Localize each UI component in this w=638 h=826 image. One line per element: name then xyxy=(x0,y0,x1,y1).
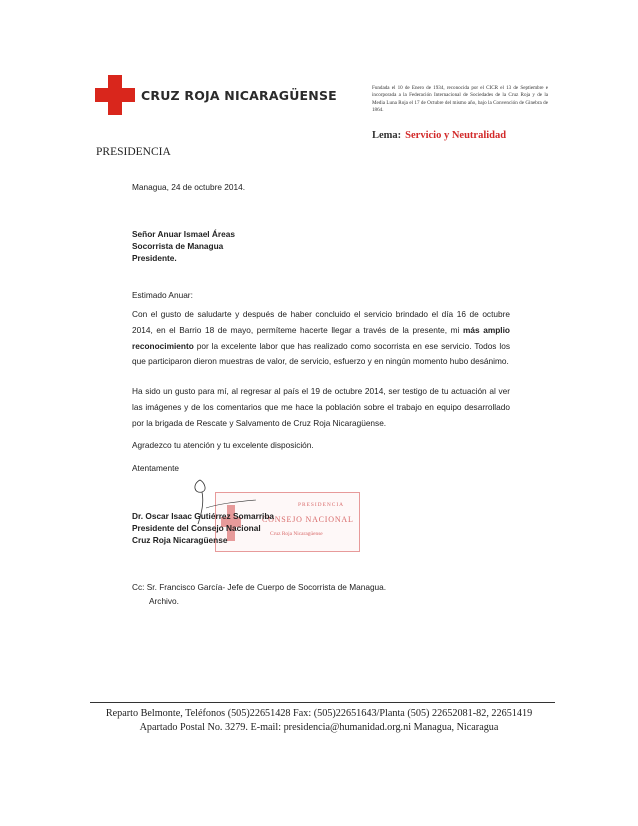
paragraph-2: Ha sido un gusto para mí, al regresar al país el 19 de octubre 2014, ser testigo de tu actuación al ver las imágenes y de los comentarios que me hace la población sobre el trabajo en equipo desarrollado por la brigada de Rescate y Salvamento de Cruz Roja Nicaragüense. xyxy=(132,386,510,428)
recipient-name: Señor Anuar Ismael Áreas xyxy=(132,229,235,239)
department-label: PRESIDENCIA xyxy=(96,146,171,158)
recipient-role: Socorrista de Managua xyxy=(132,241,224,251)
signer-block xyxy=(132,510,274,546)
footer-divider xyxy=(90,702,555,703)
red-cross-logo-icon xyxy=(95,75,135,115)
signer-name: Dr. Oscar Isaac Gutiérrez Somarriba xyxy=(132,511,275,521)
letter-date: Managua, 24 de octubre 2014. xyxy=(132,182,246,192)
paragraph-1-end: por la excelente labor que has realizado como socorrista en ese servicio. Todos los que participaron dieron muestras de valor, de servicio, esfuerzo y en ningún momento hubo desánimo. xyxy=(132,340,510,367)
cc-line: Cc: Sr. Francisco García- Jefe de Cuerpo de Socorrista de Managua. xyxy=(132,582,387,592)
footer xyxy=(60,707,578,735)
cc-archive: Archivo. xyxy=(149,596,179,606)
paragraph-1-start: Con el gusto de saludarte y después de haber concluido el servicio brindado el día 16 de octubre 2014, en el Barrio 18 de mayo, permíteme hacerte llegar a través de la presente, mi xyxy=(132,309,510,335)
signer-org: Cruz Roja Nicaragüense xyxy=(132,535,228,545)
closing: Atentamente xyxy=(132,463,180,473)
lema-motto: Servicio y Neutralidad xyxy=(405,130,507,141)
signer-title: Presidente del Consejo Nacional xyxy=(132,523,261,533)
salutation: Estimado Anuar: xyxy=(132,290,193,300)
footer-address: Apartado Postal No. 3279. E-mail: presidencia@humanidad.org.ni Managua, Nicaragua xyxy=(139,722,499,733)
lema-label: Lema: xyxy=(372,130,402,141)
stamp-line-1: PRESIDENCIA xyxy=(298,502,345,508)
footer-contact: Reparto Belmonte, Teléfonos (505)22651428 Fax: (505)22651643/Planta (505) 22652081-82, 22651419 xyxy=(105,708,533,719)
paragraph-1 xyxy=(132,307,510,370)
paragraph-3: Agradezco tu atención y tu excelente disposición. xyxy=(132,440,314,450)
stamp-line-3: Cruz Roja Nicaragüense xyxy=(270,531,323,537)
org-name: CRUZ ROJA NICARAGÜENSE xyxy=(141,88,337,103)
paragraph-1-emphasis: más amplio reconocimiento xyxy=(132,324,510,351)
founding-note: Fundada el 10 de Enero de 1934, reconocida por el CICR el 13 de Septiembre e incorporada a la Federación Internacional de Sociedades de la Cruz Roja y de la Media Luna Roja el 17 de Octubre del mismo año, bajo la Convención de Ginebra de 1864. xyxy=(372,85,548,114)
stamp-line-2: CONSEJO NACIONAL xyxy=(262,515,354,524)
recipient-title: Presidente. xyxy=(132,253,177,263)
recipient-block xyxy=(132,228,235,264)
cc-block xyxy=(132,580,386,608)
lema xyxy=(372,130,506,141)
